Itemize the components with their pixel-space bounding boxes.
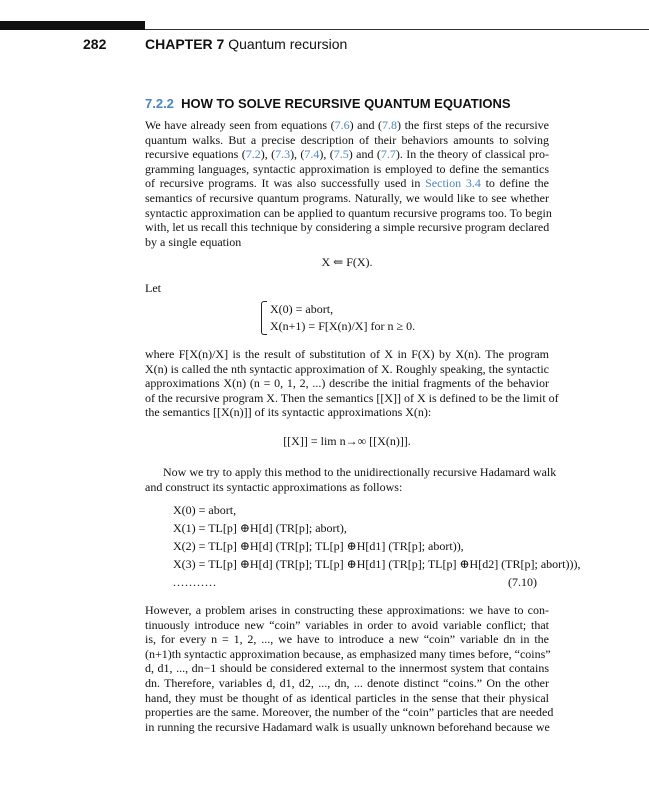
text-line: Now we try to apply this method to the unidirectionally recursive Hadamard walk bbox=[163, 465, 557, 479]
chapter-label: CHAPTER 7 bbox=[145, 36, 225, 52]
text-line: approximations X(n) (n = 0, 1, 2, ...) describe the initial fragments of the behavior bbox=[145, 376, 549, 391]
equation-number: (7.10) bbox=[508, 575, 537, 589]
text-line: We have already seen from equations (7.6) and (7.8) the first steps of the recursive bbox=[145, 118, 549, 132]
text-line: the semantics [[X(n)]] of its syntactic approximations X(n): bbox=[145, 405, 432, 420]
text-line: recursive equations (7.2), (7.3), (7.4), (7.5) and (7.7). In the theory of classical pro- bbox=[145, 147, 549, 162]
approximation-2: X(2) = TL[p] ⊕H[d] (TR[p]; TL[p] ⊕H[d1] (TR[p]; abort)), bbox=[173, 539, 464, 553]
paragraph-4 bbox=[145, 603, 554, 734]
page-number: 282 bbox=[83, 36, 107, 52]
text-line: X(n) is called the nth syntactic approximation of X. Roughly speaking, the syntactic bbox=[145, 361, 549, 376]
header-bar bbox=[0, 21, 145, 30]
header-rule bbox=[145, 29, 649, 30]
text-line: where F[X(n)/X] is the result of substitution of X in F(X) by X(n). The program bbox=[145, 347, 549, 361]
text-line: semantics of recursive quantum programs. Naturally, we would like to see whether bbox=[145, 190, 549, 205]
text-line: syntactic approximation can be applied to quantum recursive programs too. To begin bbox=[145, 205, 552, 220]
text-line: tinuously introduce new “coin” variables in order to avoid variable conflict; that bbox=[145, 617, 549, 632]
equation-link[interactable]: 7.2 bbox=[245, 147, 261, 162]
paragraph-2 bbox=[145, 347, 559, 420]
text-line: in running the recursive Hadamard walk is usually unknown beforehand because we bbox=[145, 719, 550, 734]
system-line-1: X(0) = abort, bbox=[270, 302, 334, 316]
text-line: However, a problem arises in constructing these approximations: we have to con- bbox=[145, 603, 549, 617]
section-link[interactable]: Section 3.4 bbox=[425, 176, 481, 191]
text-line: quantum walks. But a precise description of their behaviors amounts to solving bbox=[145, 132, 549, 147]
paragraph-1 bbox=[145, 118, 552, 249]
let-word: Let bbox=[145, 281, 161, 295]
text-line: of recursive programs. It was also successfully used in Section 3.4 to define the bbox=[145, 176, 549, 191]
text-line: by a single equation bbox=[145, 234, 242, 249]
system-line-2: X(n+1) = F[X(n)/X] for n ≥ 0. bbox=[270, 319, 416, 333]
text-line: hand, they must be thought of as identical particles in the sense that their physical bbox=[145, 690, 549, 705]
equation-link[interactable]: 7.8 bbox=[382, 118, 398, 132]
text-line: properties are the same. Moreover, the number of the “coin” particles that are needed bbox=[145, 705, 554, 720]
text-line: d, d1, ..., dn−1 should be considered external to the innermost system that contains bbox=[145, 661, 549, 676]
text-line: and construct its syntactic approximations as follows: bbox=[145, 479, 403, 494]
equation-link[interactable]: 7.6 bbox=[334, 118, 350, 132]
approximation-3: X(3) = TL[p] ⊕H[d] (TR[p]; TL[p] ⊕H[d1] (TR[p]; TL[p] ⊕H[d2] (TR[p]; abort))), bbox=[173, 557, 581, 571]
text-line: with, let us recall this technique by considering a simple recursive program declared bbox=[145, 220, 550, 235]
equation-link[interactable]: 7.4 bbox=[304, 147, 320, 162]
limit-equation: [[X]] = lim n→∞ [[X(n)]]. bbox=[283, 434, 411, 448]
equation-link[interactable]: 7.3 bbox=[275, 147, 291, 162]
text-line: gramming languages, syntactic approximation is employed to define the semantics bbox=[145, 161, 549, 176]
paragraph-3 bbox=[145, 465, 557, 494]
equation-link[interactable]: 7.7 bbox=[380, 147, 396, 162]
text-line: (n+1)th syntactic approximation because, as emphasized many times before, “coins” bbox=[145, 646, 551, 661]
text-line: is, for every n = 1, 2, ..., we have to introduce a new “coin” variable dn in the bbox=[145, 632, 549, 647]
text-line: of the recursive program X. Then the semantics [[X]] of X is defined to be the limit of bbox=[145, 390, 559, 405]
chapter-heading bbox=[145, 36, 347, 52]
chapter-title: Quantum recursion bbox=[228, 36, 348, 52]
approximation-0: X(0) = abort, bbox=[173, 503, 237, 517]
equation-recursive-decl: X ⇐ F(X). bbox=[321, 255, 373, 269]
section-heading bbox=[145, 96, 511, 111]
equation-link[interactable]: 7.5 bbox=[333, 147, 349, 162]
left-brace bbox=[261, 301, 267, 335]
section-number: 7.2.2 bbox=[145, 96, 174, 111]
approximation-1: X(1) = TL[p] ⊕H[d] (TR[p]; abort), bbox=[173, 521, 347, 535]
section-title: HOW TO SOLVE RECURSIVE QUANTUM EQUATIONS bbox=[181, 96, 511, 111]
text-line: dn. Therefore, variables d, d1, d2, ..., dn, ... denote distinct “coins.” On the other bbox=[145, 675, 549, 690]
continuation-dots: ........... bbox=[173, 575, 217, 589]
